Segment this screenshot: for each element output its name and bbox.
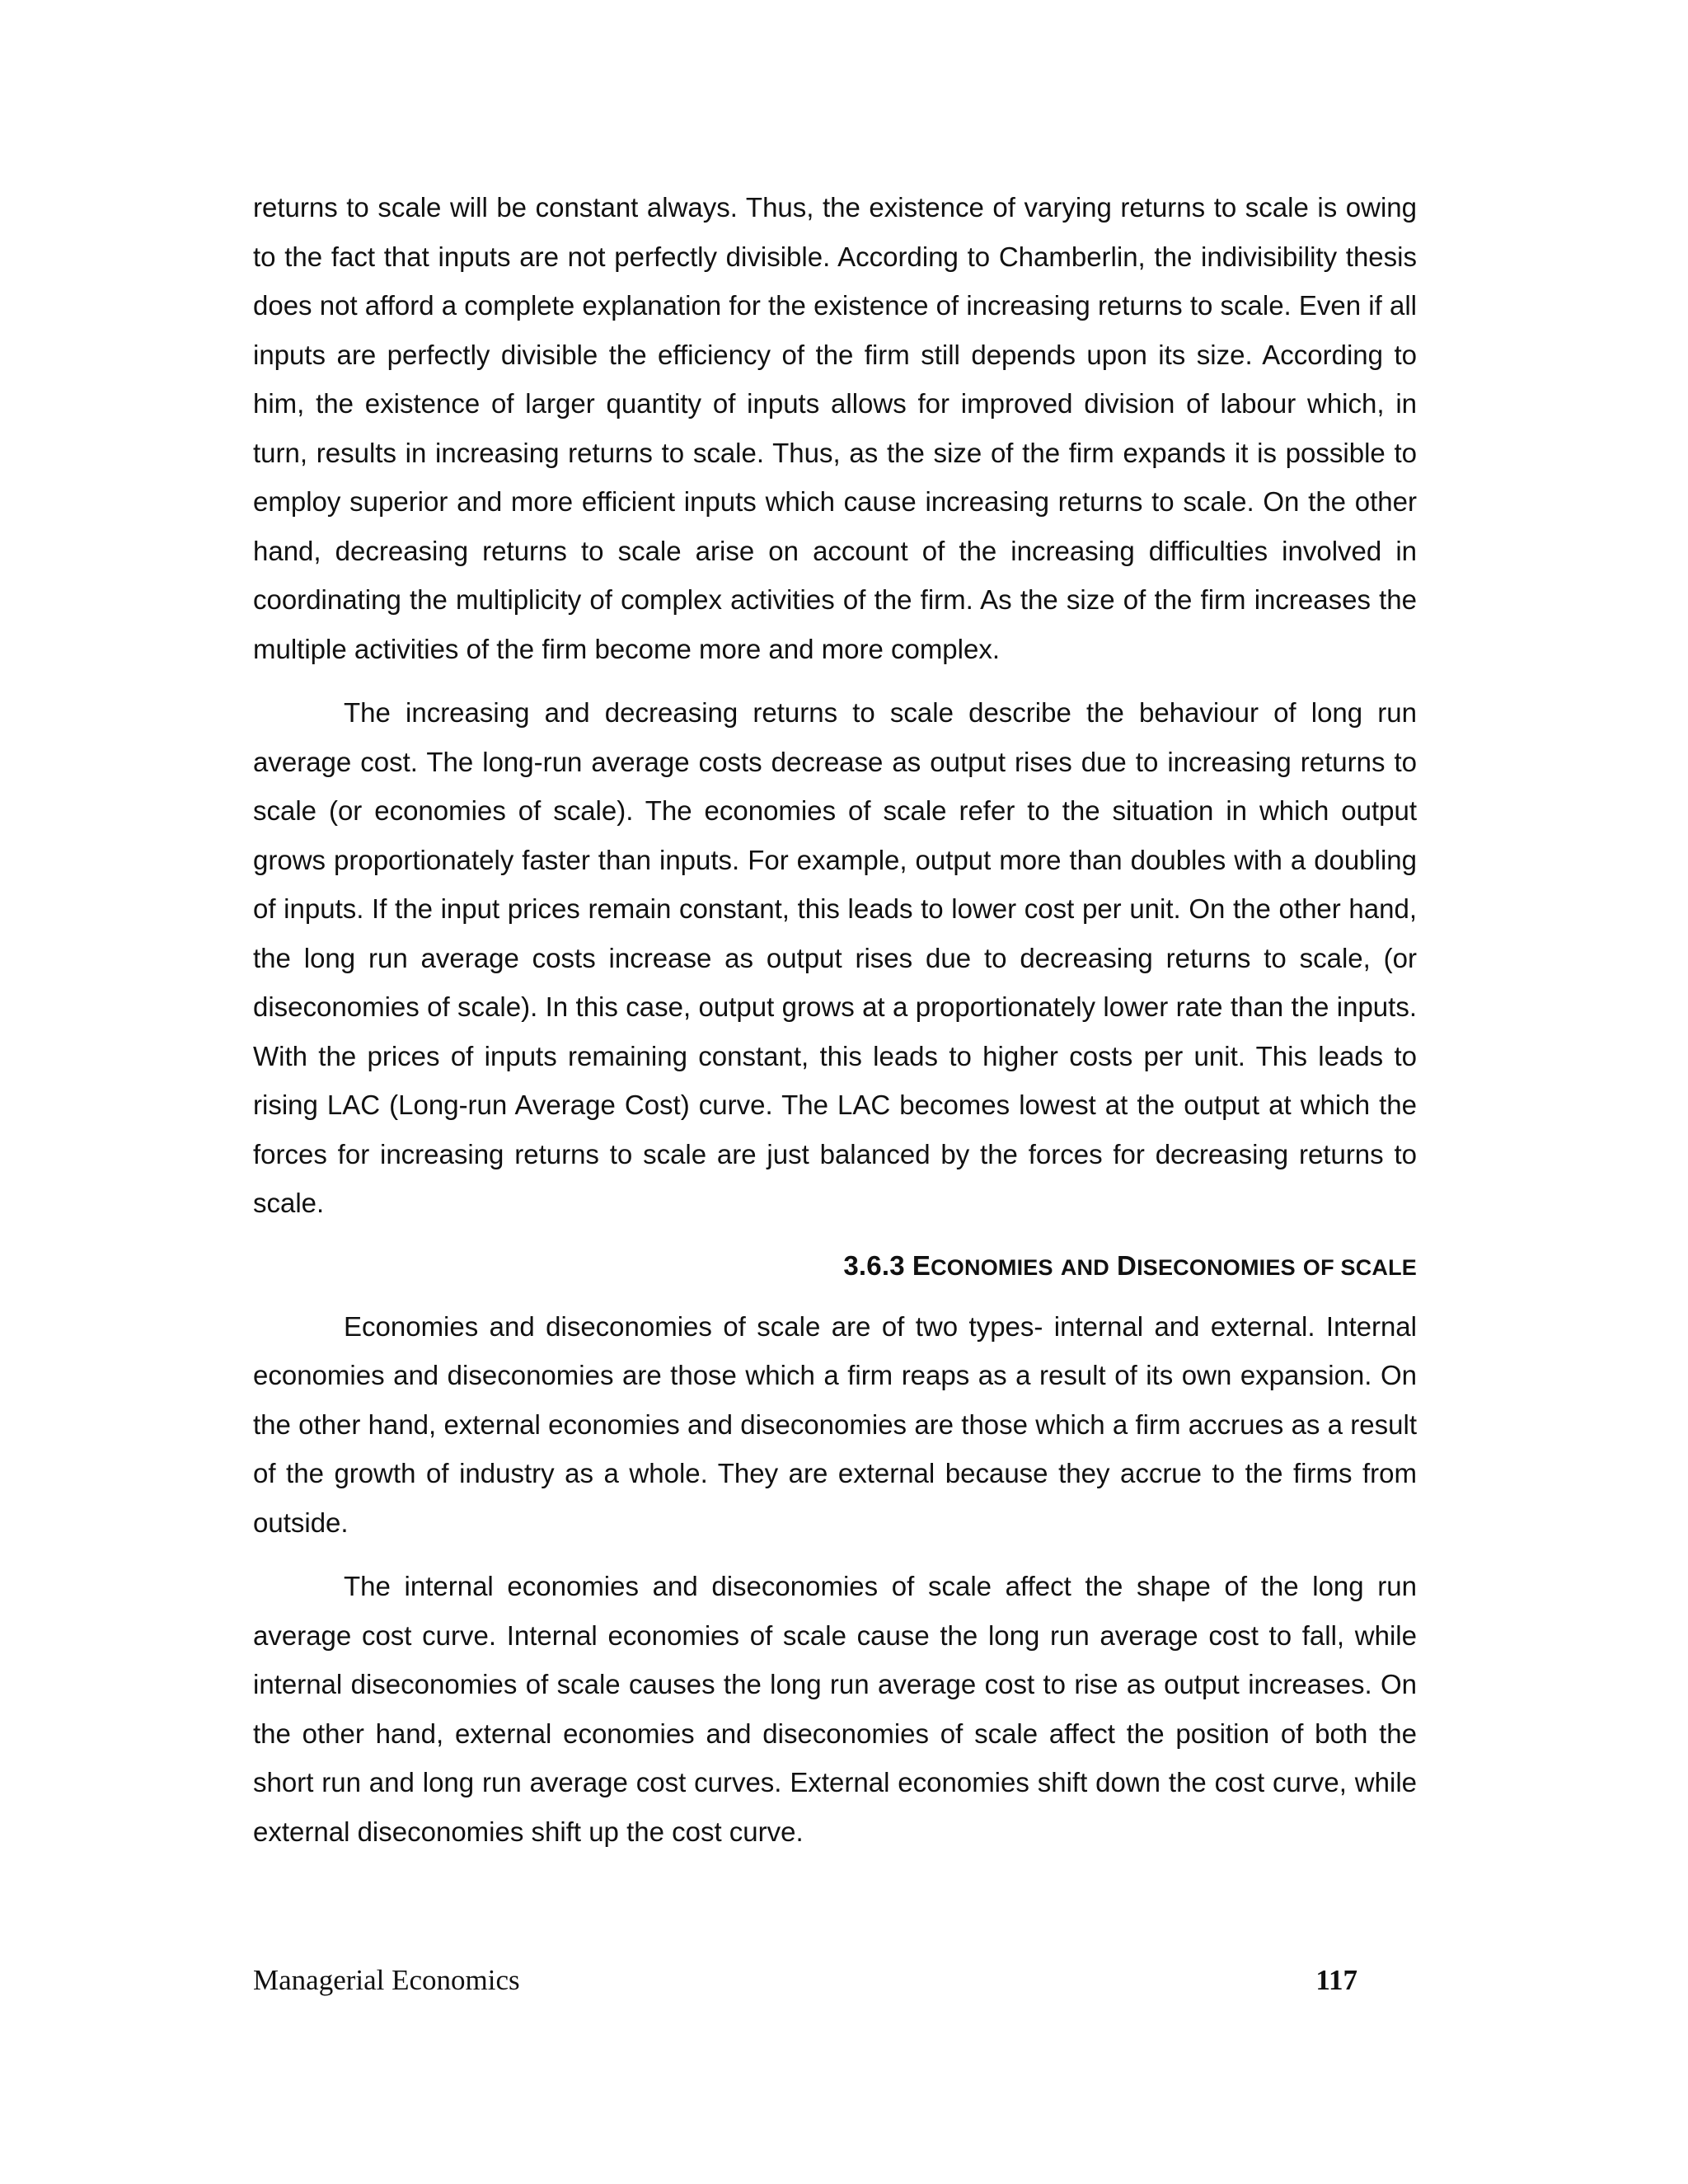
body-paragraph-3: Economies and diseconomies of scale are of two types- internal and external. Internal economies and diseconomies are those which a firm reaps as a result of its own expansion. On the other hand, external economies and diseconomies are those which a firm accrues as a result of the growth of industry as a whole. They are external because they accrue to the firms from outside. [253,1310,1417,1538]
heading-word-4: OF SCALE [1302,1254,1417,1280]
footer-page-number: 117 [1315,1964,1357,1996]
body-paragraph-4: The internal economies and diseconomies of scale affect the shape of the long run average cost curve. Internal economies of scale cause the long run average cost to fall, while internal diseconomies of scale causes the long run average cost to rise as output increases. On the other hand, external economies and diseconomies of scale affect the position of both the short run and long run average cost curves. External economies shift down the cost curve, while external diseconomies shift up the cost curve. [253,1571,1417,1847]
footer-book-title: Managerial Economics [253,1964,520,1996]
heading-word-1-cap: E [912,1249,931,1281]
heading-word-3-rest: ISECONOMIES [1137,1254,1296,1280]
section-heading [253,1243,1417,1291]
heading-word-3-cap: D [1117,1249,1137,1281]
body-paragraph-1: returns to scale will be constant always. Thus, the existence of varying returns to scale is owing to the fact that inputs are not perfectly divisible. According to Chamberlin, the indivisibility thesis does not afford a complete explanation for the existence of increasing returns to scale. Even if all inputs are perfectly divisible the efficiency of the firm still depends upon its size. According to him, the existence of larger quantity of inputs allows for improved division of labour which, in turn, results in increasing returns to scale. Thus, as the size of the firm expands it is possible to employ superior and more efficient inputs which cause increasing returns to scale. On the other hand, decreasing returns to scale arise on account of the increasing difficulties involved in coordinating the multiplicity of complex activities of the firm. As the size of the firm increases the multiple activities of the firm become more and more complex. [253,192,1417,664]
section-number: 3.6.3 [843,1249,905,1281]
body-paragraph-2: The increasing and decreasing returns to scale describe the behaviour of long run average cost. The long-run average costs decrease as output rises due to increasing returns to scale (or economies of scale). The economies of scale refer to the situation in which output grows proportionately faster than inputs. For example, output more than doubles with a doubling of inputs. If the input prices remain constant, this leads to lower cost per unit. On the other hand, the long run average costs increase as output rises due to decreasing returns to scale, (or diseconomies of scale). In this case, output grows at a proportionately lower rate than the inputs. With the prices of inputs remaining constant, this leads to higher costs per unit. This leads to rising LAC (Long-run Average Cost) curve. The LAC becomes lowest at the output at which the forces for increasing returns to scale are just balanced by the forces for decreasing returns to scale. [253,697,1417,1218]
heading-word-2: AND [1060,1254,1109,1280]
heading-word-1-rest: CONOMIES [931,1254,1053,1280]
page-body [253,183,1417,1856]
